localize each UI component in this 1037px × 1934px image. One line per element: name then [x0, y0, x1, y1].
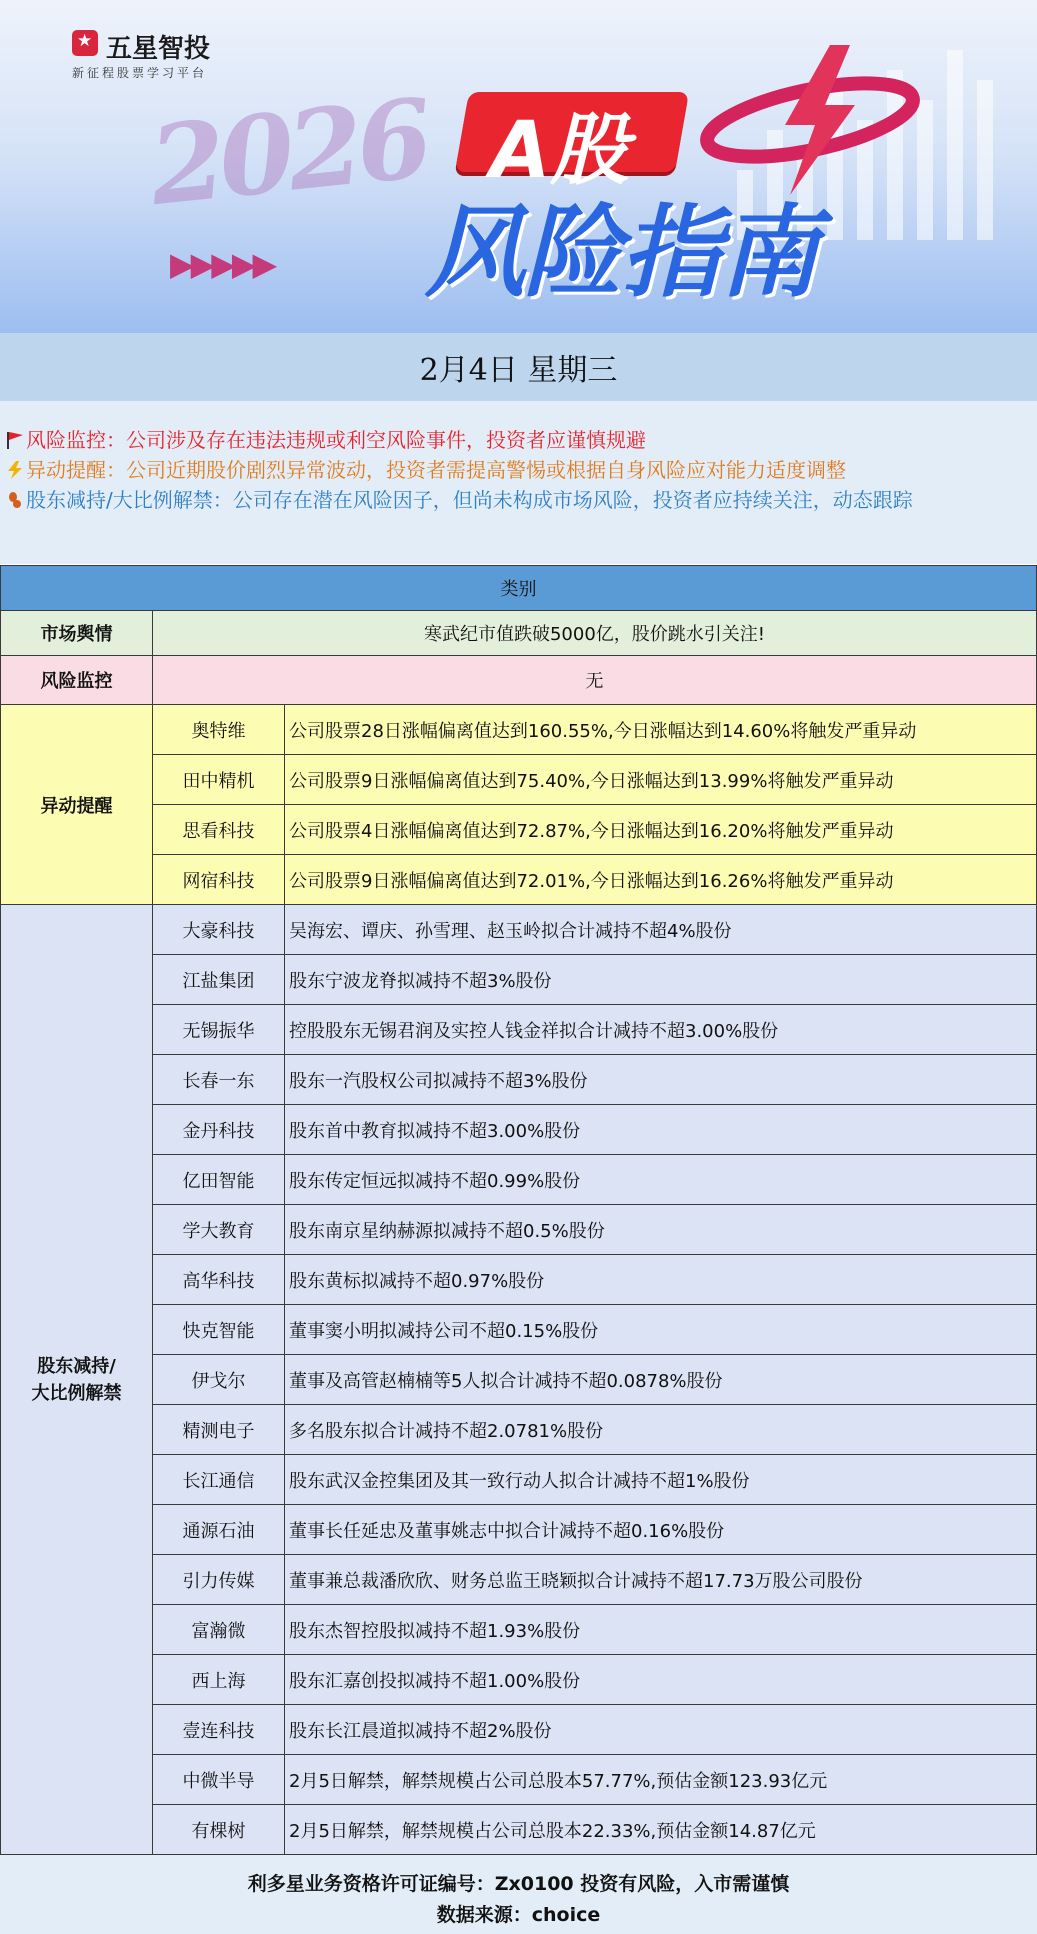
- table-header: 类别: [1, 566, 1037, 611]
- category-reduction: 股东减持/ 大比例解禁: [1, 905, 153, 1855]
- legend: [0, 401, 1037, 564]
- footer-license: 利多星业务资格许可证编号：Zx0100 投资有风险，入市需谨慎: [247, 1873, 790, 1895]
- stock-name: 中微半导: [153, 1755, 285, 1805]
- legend-reduction: 股东减持/大比例解禁：公司存在潜在风险因子，但尚未构成市场风险，投资者应持续关注，动态跟踪: [6, 487, 1031, 513]
- footprints-icon: [6, 491, 24, 509]
- stock-name: 思看科技: [153, 805, 285, 855]
- stock-detail: 股东黄标拟减持不超0.97%股份: [285, 1255, 1037, 1305]
- stock-detail: 股东武汉金控集团及其一致行动人拟合计减持不超1%股份: [285, 1455, 1037, 1505]
- stock-name: 西上海: [153, 1655, 285, 1705]
- market-sentiment-text: 寒武纪市值跌破5000亿，股价跳水引关注!: [153, 611, 1037, 656]
- stock-name: 田中精机: [153, 755, 285, 805]
- stock-name: 江盐集团: [153, 955, 285, 1005]
- stock-detail: 董事及高管赵楠楠等5人拟合计减持不超0.0878%股份: [285, 1355, 1037, 1405]
- arrows-decoration: ▶▶▶▶▶: [170, 245, 274, 283]
- stock-name: 壹连科技: [153, 1705, 285, 1755]
- stock-detail: 股东一汽股权公司拟减持不超3%股份: [285, 1055, 1037, 1105]
- stock-name: 精测电子: [153, 1405, 285, 1455]
- stock-name: 学大教育: [153, 1205, 285, 1255]
- lightning-icon: [6, 461, 24, 479]
- stock-detail: 股东传定恒远拟减持不超0.99%股份: [285, 1155, 1037, 1205]
- stock-name: 无锡振华: [153, 1005, 285, 1055]
- date-bar: [0, 333, 1037, 401]
- stock-name: 伊戈尔: [153, 1355, 285, 1405]
- stock-name: 富瀚微: [153, 1605, 285, 1655]
- stock-detail: 控股股东无锡君润及实控人钱金祥拟合计减持不超3.00%股份: [285, 1005, 1037, 1055]
- stock-detail: 股东宁波龙脊拟减持不超3%股份: [285, 955, 1037, 1005]
- stock-name: 大豪科技: [153, 905, 285, 955]
- stock-detail: 公司股票9日涨幅偏离值达到72.01%,今日涨幅达到16.26%将触发严重异动: [285, 855, 1037, 905]
- footer: [0, 1854, 1037, 1934]
- stock-name: 金丹科技: [153, 1105, 285, 1155]
- stock-name: 快克智能: [153, 1305, 285, 1355]
- stock-name: 通源石油: [153, 1505, 285, 1555]
- risk-table: [0, 565, 1037, 1855]
- date-text: 2月4日 星期三: [419, 353, 618, 388]
- banner-title: 风险指南: [425, 194, 817, 311]
- footer-source: 数据来源：choice: [436, 1904, 601, 1926]
- stock-detail: 股东首中教育拟减持不超3.00%股份: [285, 1105, 1037, 1155]
- stock-detail: 公司股票9日涨幅偏离值达到75.40%,今日涨幅达到13.99%将触发严重异动: [285, 755, 1037, 805]
- legend-abnormal-alert: 异动提醒：公司近期股价剧烈异常波动，投资者需提高警惕或根据自身风险应对能力适度调整: [6, 457, 846, 483]
- brand-name: 五星智投: [106, 34, 211, 64]
- stock-detail: 吴海宏、谭庆、孙雪理、赵玉岭拟合计减持不超4%股份: [285, 905, 1037, 955]
- stock-detail: 多名股东拟合计减持不超2.0781%股份: [285, 1405, 1037, 1455]
- category-abnormal-alert: 异动提醒: [1, 705, 153, 905]
- stock-name: 引力传媒: [153, 1555, 285, 1605]
- risk-monitor-text: 无: [153, 656, 1037, 705]
- stock-detail: 公司股票4日涨幅偏离值达到72.87%,今日涨幅达到16.20%将触发严重异动: [285, 805, 1037, 855]
- stock-detail: 股东杰智控股拟减持不超1.93%股份: [285, 1605, 1037, 1655]
- stock-name: 长江通信: [153, 1455, 285, 1505]
- stock-detail: 公司股票28日涨幅偏离值达到160.55%,今日涨幅达到14.60%将触发严重异动: [285, 705, 1037, 755]
- stock-detail: 股东长江晨道拟减持不超2%股份: [285, 1705, 1037, 1755]
- stock-name: 长春一东: [153, 1055, 285, 1105]
- stock-detail: 董事窦小明拟减持公司不超0.15%股份: [285, 1305, 1037, 1355]
- red-flag-icon: [6, 431, 24, 449]
- star-logo-icon: [72, 30, 98, 56]
- a-share-text: A股: [490, 106, 629, 196]
- banner-year: 2026: [144, 75, 433, 231]
- category-market-sentiment: 市场舆情: [1, 611, 153, 656]
- brand-subtitle: 新征程股票学习平台: [72, 66, 208, 80]
- stock-name: 高华科技: [153, 1255, 285, 1305]
- legend-risk-monitor: 风险监控：公司涉及存在违法违规或利空风险事件，投资者应谨慎规避: [6, 427, 646, 453]
- stock-detail: 董事长任延忠及董事姚志中拟合计减持不超0.16%股份: [285, 1505, 1037, 1555]
- category-risk-monitor: 风险监控: [1, 656, 153, 705]
- stock-detail: 2月5日解禁，解禁规模占公司总股本57.77%,预估金额123.93亿元: [285, 1755, 1037, 1805]
- stock-name: 亿田智能: [153, 1155, 285, 1205]
- header-banner: [0, 0, 1037, 333]
- stock-detail: 董事兼总裁潘欣欣、财务总监王晓颖拟合计减持不超17.73万股公司股份: [285, 1555, 1037, 1605]
- stock-name: 奥特维: [153, 705, 285, 755]
- stock-detail: 2月5日解禁，解禁规模占公司总股本22.33%,预估金额14.87亿元: [285, 1805, 1037, 1855]
- stock-name: 网宿科技: [153, 855, 285, 905]
- stock-detail: 股东南京星纳赫源拟减持不超0.5%股份: [285, 1205, 1037, 1255]
- stock-name: 有棵树: [153, 1805, 285, 1855]
- stock-detail: 股东汇嘉创投拟减持不超1.00%股份: [285, 1655, 1037, 1705]
